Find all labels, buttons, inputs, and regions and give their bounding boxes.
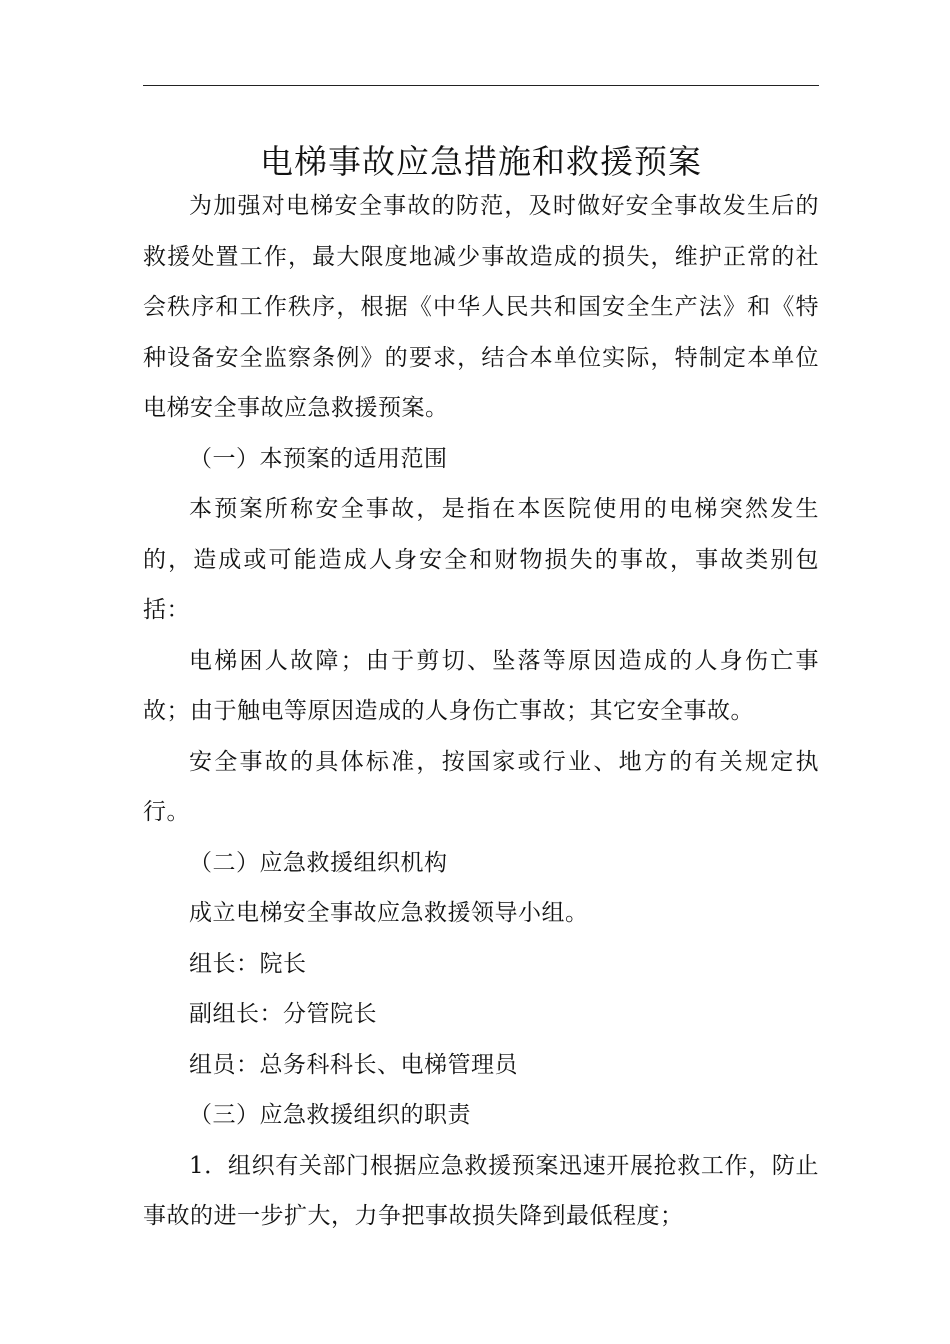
- document-title: 电梯事故应急措施和救援预案: [260, 142, 702, 182]
- accident-types-paragraph: 电梯困人故障；由于剪切、坠落等原因造成的人身伤亡事故；由于触电等原因造成的人身伤亡事故；其它安全事故。: [143, 647, 819, 724]
- duty-item-1: 1．组织有关部门根据应急救援预案迅速开展抢救工作，防止事故的进一步扩大，力争把事故损失降到最低程度；: [143, 1152, 819, 1229]
- scope-paragraph: 本预案所称安全事故，是指在本医院使用的电梯突然发生的，造成或可能造成人身安全和财物损失的事故，事故类别包括：: [143, 496, 819, 623]
- standards-paragraph: 安全事故的具体标准，按国家或行业、地方的有关规定执行。: [143, 748, 819, 825]
- section-heading-duties: （三）应急救援组织的职责: [189, 1102, 471, 1128]
- organization-paragraph: 成立电梯安全事故应急救援领导小组。: [189, 900, 589, 926]
- members-line: 组员：总务科科长、电梯管理员: [189, 1051, 518, 1078]
- document-body: [143, 181, 819, 1242]
- header-rule: [143, 85, 819, 86]
- section-heading-organization: （二）应急救援组织机构: [189, 849, 448, 876]
- intro-paragraph: 为加强对电梯安全事故的防范，及时做好安全事故发生后的救援处置工作，最大限度地减少事故造成的损失，维护正常的社会秩序和工作秩序，根据《中华人民共和国安全生产法》和《特种设备安全监察条例》的要求，结合本单位实际，特制定本单位电梯安全事故应急救援预案。: [143, 193, 819, 421]
- deputy-leader-line: 副组长：分管院长: [189, 1001, 377, 1027]
- leader-line: 组长：院长: [189, 950, 307, 977]
- section-heading-scope: （一）本预案的适用范围: [189, 445, 448, 472]
